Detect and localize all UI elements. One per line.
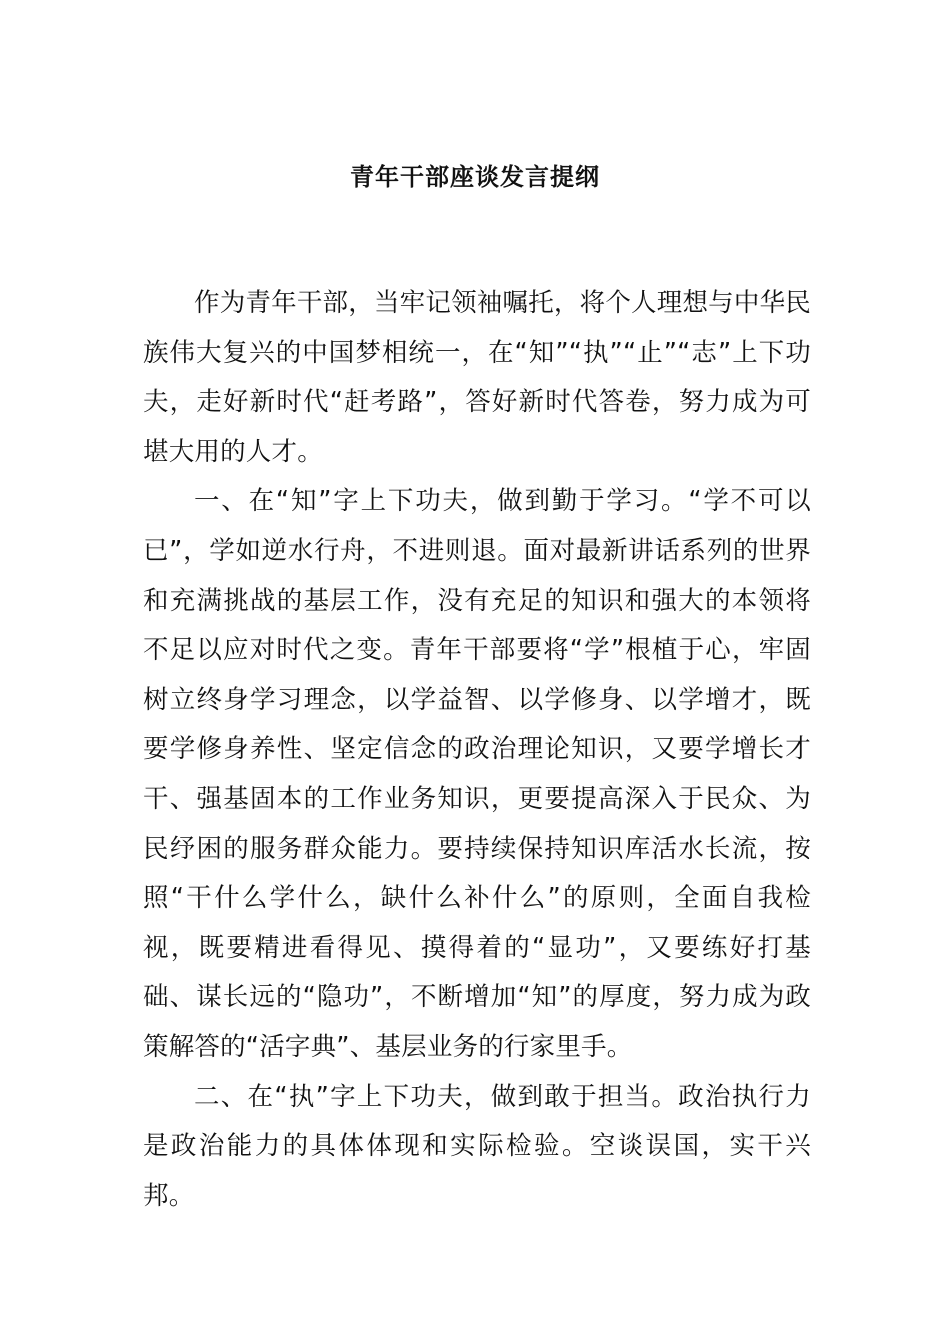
intro-paragraph: 作为青年干部，当牢记领袖嘱托，将个人理想与中华民族伟大复兴的中国梦相统一，在“知”“执”“止”“志”上下功夫，走好新时代“赶考路”，答好新时代答卷，努力成为可堪大用的人才。 bbox=[143, 288, 811, 467]
section-one-paragraph: 一、在“知”字上下功夫，做到勤于学习。“学不可以已”，学如逆水行舟，不进则退。面对最新讲话系列的世界和充满挑战的基层工作，没有充足的知识和强大的本领将不足以应对时代之变。青年干部要将“学”根植于心，牢固树立终身学习理念，以学益智、以学修身、以学增才，既要学修身养性、坚定信念的政治理论知识，又要学增长才干、强基固本的工作业务知识，更要提高深入于民众、为民纾困的服务群众能力。要持续保持知识库活水长流，按照“干什么学什么，缺什么补什么”的原则，全面自我检视，既要精进看得见、摸得着的“显功”，又要练好打基础、谋长远的“隐功”，不断增加“知”的厚度，努力成为政策解答的“活字典”、基层业务的行家里手。 bbox=[143, 486, 811, 1062]
section-two-paragraph: 二、在“执”字上下功夫，做到敢于担当。政治执行力是政治能力的具体体现和实际检验。空谈误国，实干兴邦。 bbox=[143, 1081, 811, 1211]
document-body bbox=[143, 279, 811, 1221]
document-title: 青年干部座谈发言提纲 bbox=[350, 163, 600, 191]
